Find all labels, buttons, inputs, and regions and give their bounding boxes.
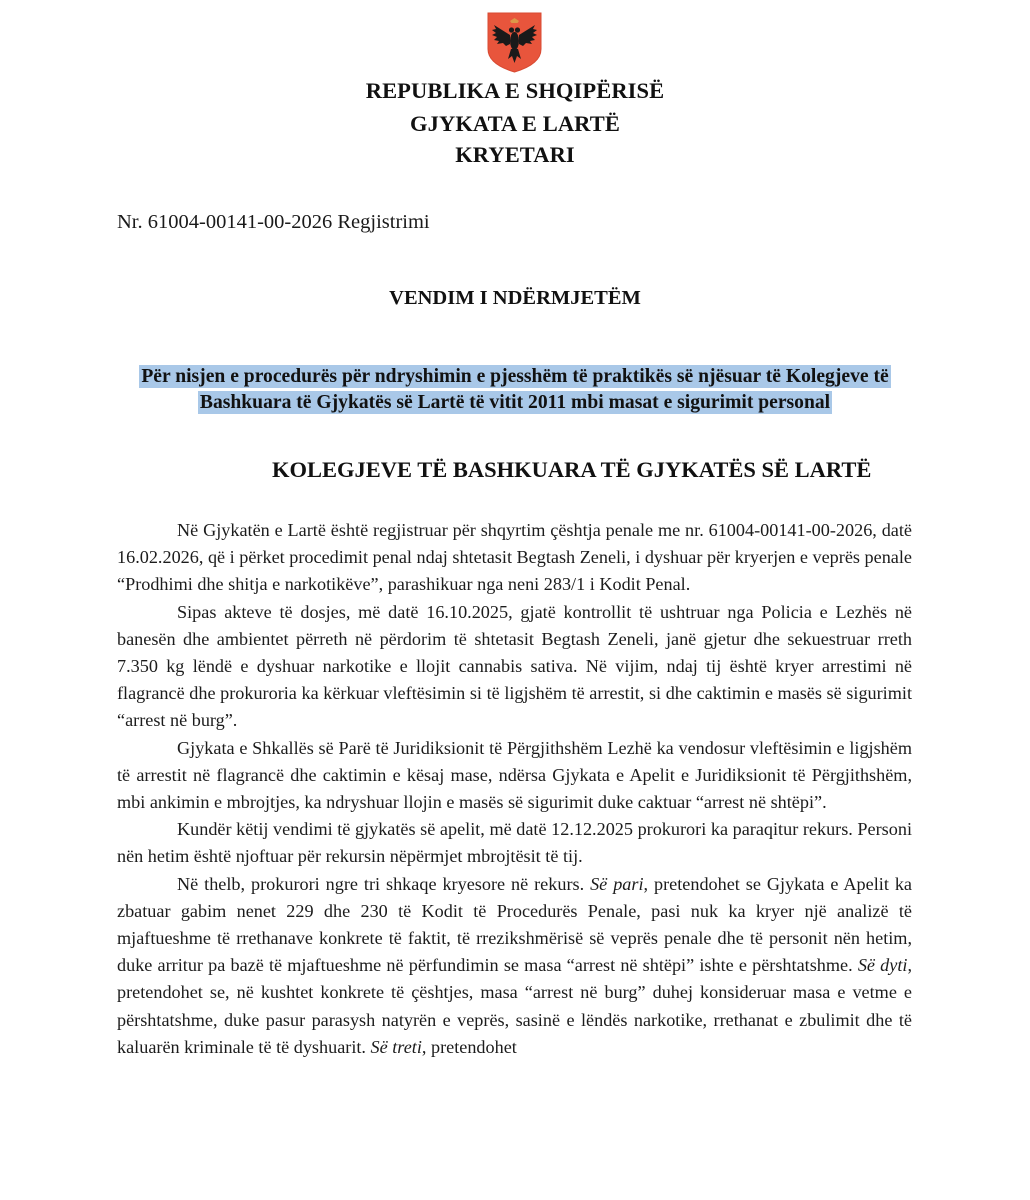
paragraph-text: , pretendohet se, në kushtet konkrete të çështjes, masa “arrest në burg” duhej konsideruar masa e vetme e përshtatshme, duke pasur parasysh natyrën e veprës, sasinë e lëndës narkotike, rrethanat e zbulimit dhe të kaluarën kriminale të të dyshuarit. bbox=[117, 955, 912, 1057]
paragraph: Në Gjykatën e Lartë është regjistruar për shqyrtim çështja penale me nr. 61004-00141-00-2026, datë 16.02.2026, që i përket procedimit penal ndaj shtetasit Begtash Zeneli, i dyshuar për kryerjen e veprës penale “Prodhimi dhe shitja e narkotikëve”, parashikuar nga neni 283/1 i Kodit Penal. bbox=[117, 520, 912, 595]
coat-of-arms-icon bbox=[486, 11, 543, 73]
italic-term: Së dyti bbox=[857, 955, 908, 976]
header-republic: REPUBLIKA E SHQIPËRISË bbox=[365, 78, 665, 103]
header-court: GJYKATA E LARTË bbox=[410, 111, 620, 136]
header-president: KRYETARI bbox=[455, 142, 575, 167]
paragraph-text: , pretendohet bbox=[421, 1036, 517, 1057]
paragraph bbox=[117, 871, 912, 1061]
paragraph: Sipas akteve të dosjes, më datë 16.10.2025, gjatë kontrollit të ushtruar nga Policia e Lezhës në banesën dhe ambientet përreth në përdorim të shtetasit Begtash Zeneli, janë gjetur dhe sekuestruar rreth 7.350 kg lëndë e dyshuar narkotike e llojit cannabis sativa. Në vijim, ndaj tij është kryer arrestimi në flagrancë dhe prokuroria ka kërkuar vleftësimin si të ligjshëm të arrestit, si dhe caktimin e masës së sigurimit “arrest në burg”. bbox=[117, 601, 912, 731]
paragraph-text: , pretendohet se Gjykata e Apelit ka zbatuar gabim nenet 229 dhe 230 të Kodit të Procedurës Penale, pasi nuk ka kryer një analizë të mjaftueshme të rrethanave konkrete të faktit, të rrezikshmërisë së veprës penale dhe të personit nën hetim, duke arritur pa bazë të mjaftueshme në përfundimin se masa “arrest në shtëpi” ishte e përshtatshme. bbox=[117, 873, 912, 976]
paragraph: Gjykata e Shkallës së Parë të Juridiksionit të Përgjithshëm Lezhë ka vendosur vleftësimin e ligjshëm të arrestit në flagrancë dhe caktimin e kësaj mase, ndërsa Gjykata e Apelit e Juridiksionit të Përgjithshëm, mbi ankimin e mbrojtjes, ka ndryshuar llojin e masës së sigurimit duke caktuar “arrest në shtëpi”. bbox=[117, 737, 912, 813]
subject-highlighted-text[interactable]: Për nisjen e procedurës për ndryshimin e pjesshëm të praktikës së njësuar të Kolegjeve të Bashkuara të Gjykatës së Lartë të vitit 2011 mbi masat e sigurimit personal bbox=[141, 366, 889, 413]
college-title: KOLEGJEVE TË BASHKUARA TË GJYKATËS SË LARTË bbox=[272, 457, 872, 482]
registration-number: Nr. 61004-00141-00-2026 Regjistrimi bbox=[117, 211, 430, 233]
italic-term: Së pari bbox=[590, 873, 644, 894]
paragraph: Kundër këtij vendimi të gjykatës së apelit, më datë 12.12.2025 prokurori ka paraqitur rekurs. Personi nën hetim është njoftuar për rekursin nëpërmjet mbrojtësit të tij. bbox=[117, 819, 912, 867]
paragraph-text: Në thelb, prokurori ngre tri shkaqe kryesore në rekurs. bbox=[177, 873, 591, 894]
decision-title: VENDIM I NDËRMJETËM bbox=[389, 287, 641, 309]
italic-term: Së treti bbox=[370, 1036, 422, 1057]
document-body bbox=[117, 517, 912, 1061]
decision-subject bbox=[110, 364, 920, 416]
